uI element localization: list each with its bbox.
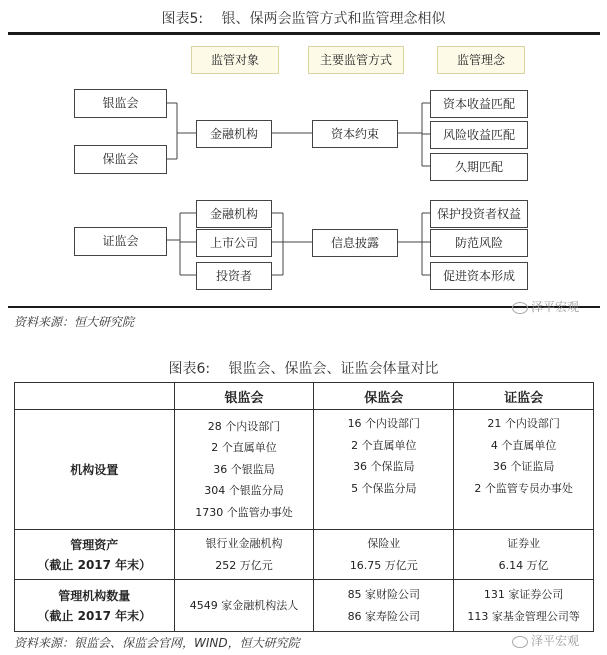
row-label-institution-count: [15, 580, 175, 632]
figure6-watermark: [512, 632, 579, 649]
cell-line: 2 个直属单位: [351, 438, 417, 452]
cell-line: 2 个直属单位: [211, 441, 277, 455]
cell-line: 28 个内设部门: [207, 419, 281, 433]
table-row: [15, 530, 594, 580]
cell-line: 304 个银监分局: [204, 484, 284, 498]
figure6-title: 图表6: 银监会、保监会、证监会体量对比: [168, 361, 439, 377]
row-label-line: 管理机构数量: [58, 588, 131, 603]
cell-line: 252 万亿元: [215, 558, 273, 572]
node-promote-capital-formation: 促进资本形成: [430, 262, 528, 290]
table-row: [15, 580, 594, 632]
cell-line: 131 家证券公司: [483, 588, 564, 601]
table-cell: [174, 580, 314, 632]
table-header-row: [15, 383, 594, 410]
cell-line: 保险业: [367, 537, 401, 550]
cell-line: 6.14 万亿: [498, 558, 549, 572]
row-label-line: （截止 2017 年末）: [37, 608, 152, 623]
node-cbrc: 银监会: [74, 89, 167, 118]
node-circ: 保监会: [74, 145, 167, 174]
table-header-cbrc: 银监会: [174, 383, 314, 410]
node-risk-return-match: 风险收益匹配: [430, 121, 528, 149]
node-investors: 投资者: [196, 262, 272, 290]
table-header-csrc: 证监会: [454, 383, 594, 410]
cell-line: 21 个内设部门: [487, 417, 560, 430]
cell-line: 16.75 万亿元: [349, 558, 418, 572]
cell-line: 113 家基金管理公司等: [467, 609, 580, 623]
node-csrc: 证监会: [74, 227, 167, 256]
cell-line: 5 个保监分局: [351, 481, 417, 495]
cell-line: 银行业金融机构: [205, 537, 283, 550]
table-cell: [314, 530, 454, 580]
cell-line: 4 个直属单位: [490, 438, 557, 452]
node-financial-institutions-securities: 金融机构: [196, 200, 272, 228]
node-information-disclosure: 信息披露: [312, 229, 398, 257]
figure5-watermark: [512, 298, 579, 315]
figure6-watermark-text: 泽平宏观: [531, 634, 580, 648]
table-cell: [314, 580, 454, 632]
figure5-title: 图表5: 银、保两会监管方式和监管理念相似: [161, 11, 446, 27]
node-duration-match: 久期匹配: [430, 153, 528, 181]
cell-line: 证券业: [507, 537, 541, 550]
node-capital-return-match: 资本收益匹配: [430, 90, 528, 118]
node-listed-companies: 上市公司: [196, 229, 272, 257]
table-cell: [454, 530, 594, 580]
cell-line: 2 个监管专员办事处: [474, 481, 573, 495]
cell-line: 1730 个监管办事处: [195, 505, 293, 519]
node-protect-investors: 保护投资者权益: [430, 200, 528, 228]
cell-line: 4549 家金融机构法人: [189, 598, 299, 612]
table-cell: [454, 410, 594, 530]
header-main-supervision-method: 主要监管方式: [308, 46, 404, 74]
figure5-source: 资料来源：恒大研究院: [14, 315, 135, 329]
cell-line: 36 个保监局: [353, 460, 415, 473]
row-label-line: 管理资产: [70, 537, 119, 552]
header-supervised-objects: 监管对象: [191, 46, 279, 74]
header-supervision-concept: 监管理念: [437, 46, 525, 74]
cell-line: 86 家寿险公司: [347, 609, 421, 623]
row-label-assets: [15, 530, 175, 580]
cell-line: 16 个内设部门: [347, 417, 421, 430]
table-cell: [174, 410, 314, 530]
node-capital-constraint: 资本约束: [312, 120, 398, 148]
table-header-empty: [15, 383, 175, 410]
row-label-organization: [15, 410, 175, 530]
row-label-line: 机构设置: [70, 462, 119, 477]
table-cell: [314, 410, 454, 530]
table-row: [15, 410, 594, 530]
wechat-icon: [512, 636, 528, 648]
table-header-circ: 保监会: [314, 383, 454, 410]
table-cell: [454, 580, 594, 632]
figure5-watermark-text: 泽平宏观: [531, 300, 580, 314]
node-financial-institutions-bank: 金融机构: [196, 120, 272, 148]
wechat-icon: [512, 302, 528, 314]
figure6-source: 资料来源：银监会、保监会官网，WIND，恒大研究院: [14, 636, 300, 650]
comparison-table: [14, 382, 594, 632]
cell-line: 85 家财险公司: [347, 588, 421, 601]
node-prevent-risk: 防范风险: [430, 229, 528, 257]
cell-line: 36 个证监局: [492, 460, 555, 473]
table-cell: [174, 530, 314, 580]
cell-line: 36 个银监局: [213, 462, 275, 476]
row-label-line: （截止 2017 年末）: [37, 557, 152, 572]
